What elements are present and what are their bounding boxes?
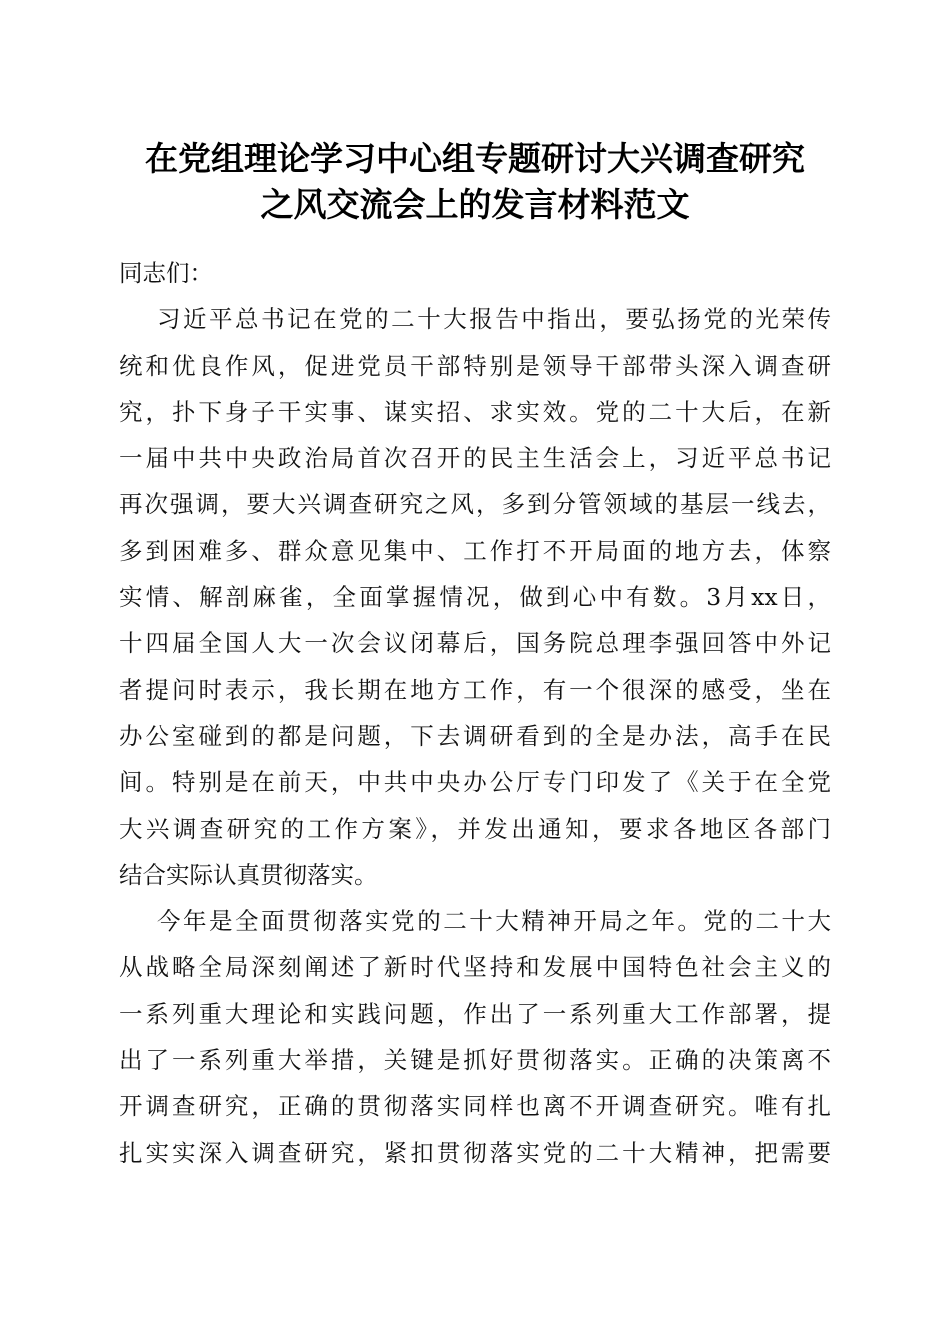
paragraph-line: 一系列重大理论和实践问题，作出了一系列重大工作部署，提 [119,999,831,1028]
paragraph-line: 多到困难多、群众意见集中、工作打不开局面的地方去，体察 [119,536,831,565]
paragraph-line: 十四届全国人大一次会议闭幕后，国务院总理李强回答中外记 [119,629,831,658]
paragraph-line: 习近平总书记在党的二十大报告中指出，要弘扬党的光荣传 [157,305,831,334]
paragraph-line: 者提问时表示，我长期在地方工作，有一个很深的感受，坐在 [119,675,831,704]
paragraph-line: 今年是全面贯彻落实党的二十大精神开局之年。党的二十大 [157,907,831,936]
paragraph-line: 究，扑下身子干实事、谋实招、求实效。党的二十大后，在新 [119,397,831,426]
paragraph-line: 开调查研究，正确的贯彻落实同样也离不开调查研究。唯有扎 [119,1092,831,1121]
paragraph-1 [119,296,831,898]
paragraph-line: 统和优良作风，促进党员干部特别是领导干部带头深入调查研 [119,351,831,380]
paragraph-2 [119,898,831,1176]
paragraph-line: 实情、解剖麻雀，全面掌握情况，做到心中有数。3月xx日， [119,583,831,612]
salutation: 同志们： [119,259,213,287]
document-body [119,250,831,1176]
paragraph-line: 一届中共中央政治局首次召开的民主生活会上，习近平总书记 [119,444,831,473]
paragraph-line: 扎实实深入调查研究，紧扣贯彻落实党的二十大精神，把需要 [119,1138,831,1167]
title-line: 在党组理论学习中心组专题研讨大兴调查研究 [145,139,805,178]
title-line: 之风交流会上的发言材料范文 [260,185,690,224]
paragraph-line: 间。特别是在前天，中共中央办公厅专门印发了《关于在全党 [119,768,831,797]
paragraph-line: 出了一系列重大举措，关键是抓好贯彻落实。正确的决策离不 [119,1046,831,1075]
paragraph-line: 从战略全局深刻阐述了新时代坚持和发展中国特色社会主义的 [119,953,831,982]
paragraph-line: 再次强调，要大兴调查研究之风，多到分管领域的基层一线去， [119,490,831,519]
paragraph-line: 办公室碰到的都是问题，下去调研看到的全是办法，高手在民 [119,721,831,750]
document-title [100,136,850,228]
paragraph-line: 结合实际认真贯彻落实。 [119,860,378,889]
paragraph-line: 大兴调查研究的工作方案》，并发出通知，要求各地区各部门 [119,814,831,843]
